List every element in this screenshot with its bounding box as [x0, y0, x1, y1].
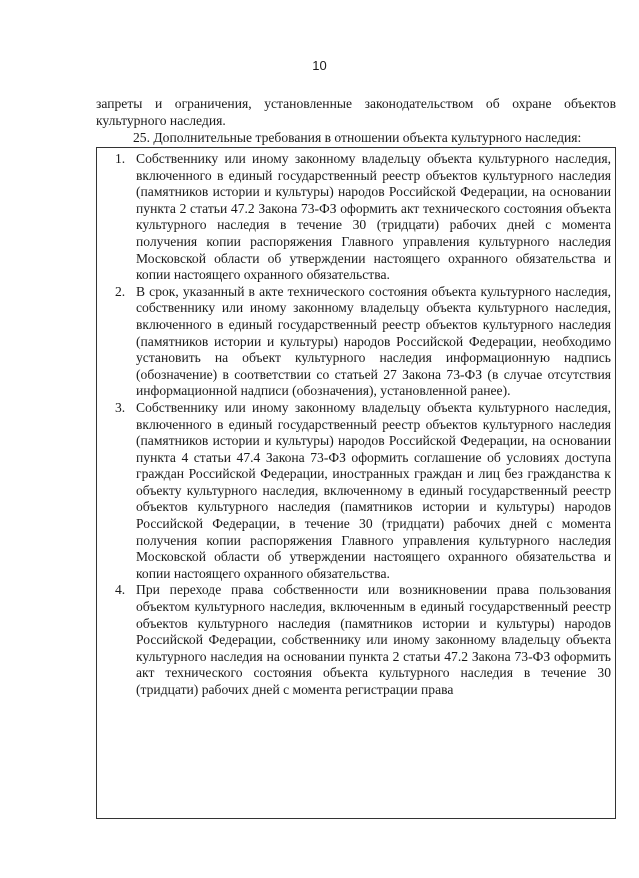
requirement-number: 3.: [115, 399, 126, 415]
requirements-box: [96, 147, 616, 819]
requirement-number: 4.: [115, 582, 126, 598]
requirement-item-3: [97, 400, 615, 583]
requirement-item-1: [97, 151, 615, 284]
section-heading: 25. Дополнительные требования в отношении объекта культурного наследия:: [133, 130, 582, 145]
requirement-text: При переходе права собственности или возникновении права пользования объектом культурного наследия, включенным в единый государственный реестр объектов культурного наследия (памятников истории и культуры) народов Российской Федерации, собственнику или иному законному владельцу объекта культурного наследия на основании пункта 2 статьи 47.2 Закона 73-ФЗ оформить акт технического состояния объекта культурного наследия в течение 30 (тридцати) рабочих дней с момента регистрации права: [136, 582, 611, 697]
intro-paragraph: запреты и ограничения, установленные законодательством об охране объектов культурного наследия.: [96, 96, 616, 128]
page-number: 10: [312, 58, 327, 73]
requirement-item-4: [97, 582, 615, 698]
requirement-text: В срок, указанный в акте технического состояния объекта культурного наследия, собственнику или иному законному владельцу объекта культурного наследия, включенного в единый государственный реестр объектов культурного наследия (памятников истории и культуры) народов Российской Федерации, необходимо установить на объект культурного наследия информационную надпись (обозначение) в соответствии со статьей 27 Закона 73-ФЗ (в случае отсутствия информационной надписи (обозначения), установленной ранее).: [136, 283, 611, 399]
requirement-text: Собственнику или иному законному владельцу объекта культурного наследия, включенного в единый государственный реестр объектов культурного наследия (памятников истории и культуры) народов Российской Федерации, на основании пункта 2 статьи 47.2 Закона 73-ФЗ оформить акт технического состояния объекта культурного наследия в течение 30 (тридцати) рабочих дней с момента получения копии распоряжения Главного управления культурного наследия Московской области об утверждении настоящего охранного обязательства и копии настоящего охранного обязательства.: [136, 151, 611, 283]
requirement-item-2: [97, 284, 615, 400]
requirement-number: 1.: [115, 151, 126, 166]
requirements-list: [97, 151, 615, 699]
requirement-text: Собственнику или иному законному владельцу объекта культурного наследия, включенного в единый государственный реестр объектов культурного наследия (памятников истории и культуры) народов Российской Федерации, на основании пункта 4 статьи 47.4 Закона 73-ФЗ оформить соглашение об условиях доступа граждан Российской Федерации, иностранных граждан и лиц без гражданства к объекту культурного наследия, включенному в единый государственный реестр объектов культурного наследия (памятников истории и культуры) народов Российской Федерации, в течение 30 (тридцати) рабочих дней с момента получения копии распоряжения Главного управления культурного наследия Московской области об утверждении настоящего охранного обязательства и копии настоящего охранного обязательства.: [136, 399, 611, 581]
requirement-number: 2.: [115, 283, 126, 299]
